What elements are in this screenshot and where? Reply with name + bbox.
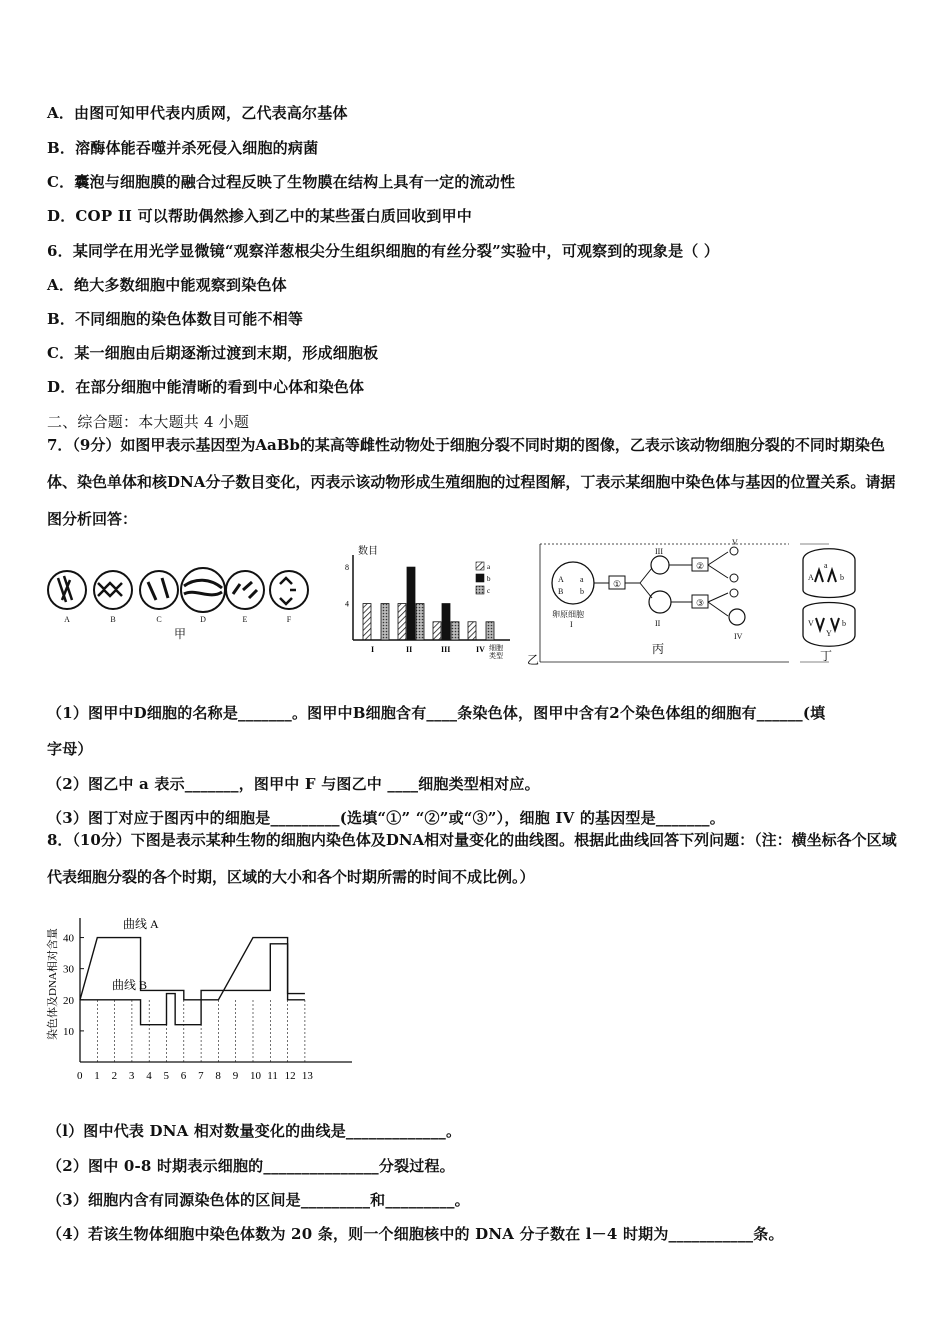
x-tick-label: 10 [250, 1070, 261, 1082]
q8-sub4: （4）若该生物体细胞中染色体数为 20 条，则一个细胞核中的 DNA 分子数在 l－4 时期为___________条。 [47, 1225, 784, 1243]
numeral-iii: III [655, 547, 663, 556]
y-tick-label: 30 [63, 963, 74, 976]
bar-c [486, 622, 494, 640]
x-tick-label: 4 [146, 1070, 152, 1082]
bar-c [416, 604, 424, 640]
numeral-v: V [732, 538, 738, 547]
q6-option-a: A．绝大多数细胞中能观察到染色体 [47, 276, 287, 294]
legend-label-b: b [487, 575, 491, 583]
bar-a [468, 622, 476, 640]
x-tick-label: 13 [301, 1070, 313, 1082]
q8-sub2: （2）图中 0-8 时期表示细胞的_______________分裂过程。 [47, 1157, 455, 1175]
cell-ii [649, 591, 671, 613]
category-label: II [406, 645, 413, 654]
cell-iii [651, 556, 669, 574]
x-tick-label: 1 [94, 1070, 100, 1082]
oogonium-label: 卵原细胞 [552, 610, 584, 619]
fig-yi-bar-chart [345, 544, 539, 667]
section-heading: 二、综合题：本大题共 4 小题 [47, 413, 250, 431]
polar-body [730, 547, 738, 555]
x-tick-label: 12 [284, 1070, 296, 1082]
q7-sub3: （3）图丁对应于图丙中的细胞是_________(选填“①” “②”或“③”），细胞 IV 的基因型是_______。 [47, 809, 725, 827]
category-label: III [441, 645, 451, 654]
bar-c [451, 622, 459, 640]
step-3: ③ [696, 598, 705, 608]
cell-f [270, 571, 308, 609]
curve-b-label: 曲线 B [112, 978, 148, 992]
x-tick-label: 6 [180, 1070, 187, 1082]
cell-label: C [156, 615, 162, 624]
q7-stem: 7．（9分）如图甲表示基因型为AaBb的某高等雌性动物处于细胞分裂不同时期的图像，乙表示该动物细胞分裂的不同时期染色体、染色单体和核DNA分子数目变化，丙表示该动物形成生殖细胞的过程图解，丁表示某细胞中染色体与基因的位置关系。请据图分析回答： [47, 436, 896, 528]
x-tick-label: 9 [232, 1070, 239, 1082]
legend-label-a: a [487, 563, 491, 571]
curve-y-label: 染色体及DNA相对含量 [47, 928, 59, 1040]
numeral-iv: IV [734, 632, 743, 641]
cell-label: D [200, 615, 206, 624]
y-axis-label: 数目 [358, 546, 378, 557]
curve-a-label: 曲线 A [123, 917, 159, 931]
cell-c [140, 571, 178, 609]
polar-body [730, 589, 738, 597]
gene-label: b [842, 619, 846, 628]
x-axis-label-line1: 细胞 [489, 644, 503, 652]
y-tick-label: 8 [345, 563, 349, 573]
gene-label: a [824, 561, 828, 570]
step-2: ② [696, 561, 705, 571]
category-label: IV [476, 645, 485, 654]
numeral-i: I [570, 620, 573, 629]
q5-option-b: B．溶酶体能吞噬并杀死侵入细胞的病菌 [47, 139, 319, 157]
x-tick-label: 3 [128, 1070, 135, 1082]
legend-label-c: c [487, 587, 491, 595]
fig-bing [540, 544, 789, 662]
q7-figure [40, 538, 846, 670]
cell-label: F [286, 615, 292, 624]
x-tick-label: 11 [267, 1070, 278, 1082]
x-tick-label: 2 [111, 1070, 118, 1082]
polar-body [730, 574, 738, 582]
q5-option-c: C．囊泡与细胞膜的融合过程反映了生物膜在结构上具有一定的流动性 [47, 173, 516, 191]
gene-label: b [840, 573, 844, 582]
legend-swatch-b [476, 574, 484, 582]
category-label: I [371, 645, 375, 654]
fig-yi-caption: 乙 [527, 653, 540, 667]
q6-option-b: B．不同细胞的染色体数目可能不相等 [47, 310, 304, 328]
step-1: ① [613, 579, 622, 589]
cell-d [181, 568, 225, 612]
fig-ding-caption: 丁 [820, 649, 833, 663]
gene-label: A [808, 573, 814, 582]
y-tick-label: 20 [63, 994, 74, 1007]
cell-label: E [242, 615, 248, 624]
gene-label: b [580, 587, 584, 596]
numeral-ii: II [655, 619, 661, 628]
q8-sub1: （l）图中代表 DNA 相对数量变化的曲线是_____________。 [47, 1122, 462, 1140]
x-axis-label-line2: 类型 [489, 652, 503, 660]
x-tick-label: 7 [198, 1070, 204, 1082]
gene-label: A [558, 575, 564, 584]
gene-label: a [580, 575, 584, 584]
q8-sub3: （3）细胞内含有同源染色体的区间是_________和_________。 [47, 1191, 470, 1209]
bar-a [398, 604, 406, 640]
q6-stem: 6．某同学在用光学显微镜“观察洋葱根尖分生组织细胞的有丝分裂”实验中，可观察到的现象是（ ） [47, 242, 720, 260]
cell-b [94, 571, 132, 609]
q6-option-d: D．在部分细胞中能清晰的看到中心体和染色体 [47, 378, 365, 396]
q7-sub1-line1: （1）图甲中D细胞的名称是_______。图甲中B细胞含有____条染色体，图甲中含有2个染色体组的细胞有______(填 [47, 704, 826, 722]
q8-stem: 8．（10分）下图是表示某种生物的细胞内染色体及DNA相对量变化的曲线图。根据此曲线回答下列问题：（注：横坐标各个区域代表细胞分裂的各个时期，区域的大小和各个时期所需的时间不成比例。） [47, 831, 897, 886]
bar-a [433, 622, 441, 640]
fig-jia [48, 568, 308, 612]
bar-b [407, 567, 415, 640]
bar-b [442, 604, 450, 640]
legend-swatch-c [476, 586, 484, 594]
q7-sub1-line2: 字母） [47, 740, 93, 758]
x-tick-label: 8 [215, 1070, 221, 1082]
legend-swatch-a [476, 562, 484, 570]
x-tick-label: 0 [77, 1070, 83, 1082]
q7-sub2: （2）图乙中 a 表示_______，图甲中 F 与图乙中 ____细胞类型相对应。 [47, 775, 540, 793]
y-tick-label: 10 [63, 1025, 74, 1038]
q6-option-c: C．某一细胞由后期逐渐过渡到末期，形成细胞板 [47, 344, 379, 362]
gene-label: Y [826, 629, 832, 638]
bar-c [381, 604, 389, 640]
gene-label: B [558, 587, 564, 596]
fig-jia-caption: 甲 [173, 627, 187, 641]
fig-bing-caption: 丙 [652, 642, 665, 656]
egg-cell-iv [729, 609, 745, 625]
y-tick-label: 4 [345, 599, 349, 609]
q8-curve-chart [40, 910, 370, 1085]
cell-label: A [64, 615, 70, 624]
q5-option-a: A．由图可知甲代表内质网，乙代表高尔基体 [47, 104, 348, 122]
bar-a [363, 604, 371, 640]
q5-option-d: D．COP II 可以帮助偶然掺入到乙中的某些蛋白质回收到甲中 [47, 207, 472, 225]
y-tick-label: 40 [63, 932, 74, 945]
gene-label: V [808, 619, 814, 628]
cell-label: B [110, 615, 116, 624]
x-tick-label: 5 [163, 1070, 169, 1082]
